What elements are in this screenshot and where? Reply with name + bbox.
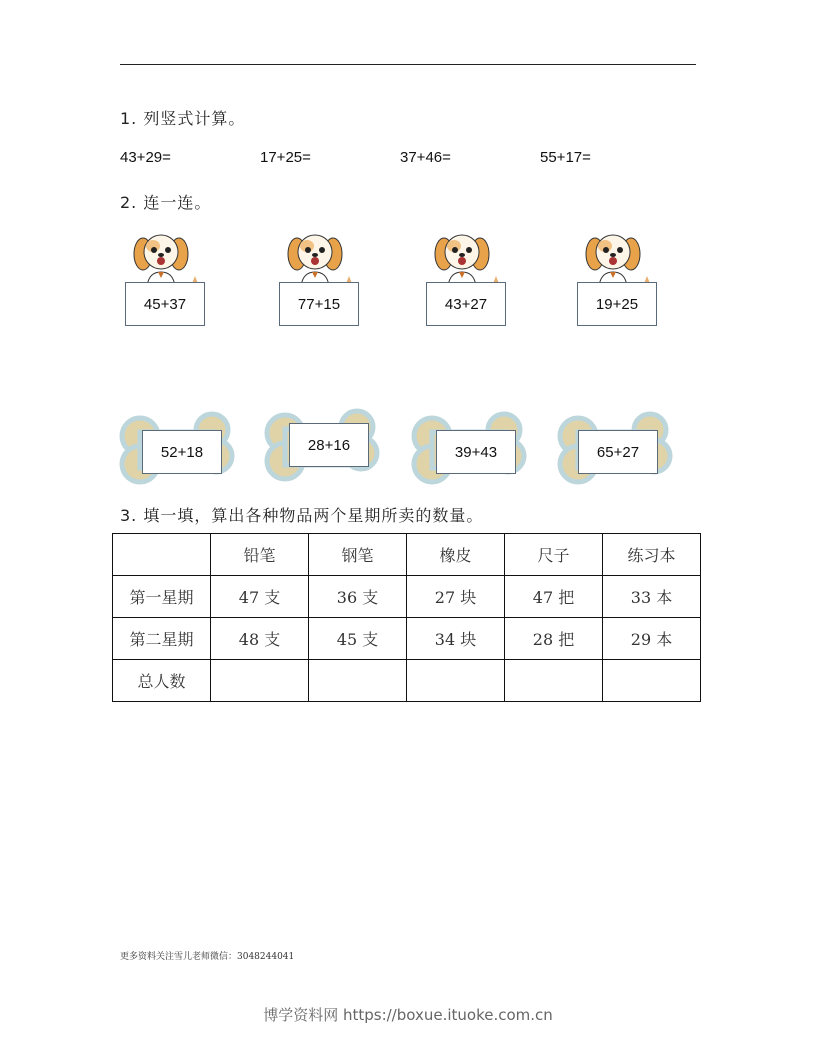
table-cell: 28 把	[505, 618, 603, 660]
table-cell: 48 支	[211, 618, 309, 660]
header-cell: 铅笔	[211, 534, 309, 576]
table-row	[113, 576, 701, 618]
answer-cell[interactable]	[309, 660, 407, 702]
row-label: 总人数	[113, 660, 211, 702]
footer-note: 更多资料关注雪儿老师微信：3048244041	[120, 952, 295, 962]
bone-card-2[interactable]	[263, 407, 383, 485]
dog-icon	[430, 228, 502, 288]
bone-sign: 65+27	[578, 430, 658, 474]
table-cell: 45 支	[309, 618, 407, 660]
answer-cell[interactable]	[407, 660, 505, 702]
dog-icon	[581, 228, 653, 288]
header-cell: 钢笔	[309, 534, 407, 576]
calc-item-4: 55+17=	[540, 149, 591, 166]
header-cell: 橡皮	[407, 534, 505, 576]
dog-sign: 45+37	[125, 282, 205, 326]
bone-sign: 52+18	[142, 430, 222, 474]
question-3-title: 3. 填一填，算出各种物品两个星期所卖的数量。	[120, 506, 484, 525]
question-2-title: 2. 连一连。	[120, 193, 212, 212]
table-cell: 47 支	[211, 576, 309, 618]
watermark: 博学资料网 https://boxue.ituoke.com.cn	[263, 1006, 553, 1024]
dog-card-4[interactable]	[577, 228, 657, 328]
header-cell: 练习本	[603, 534, 701, 576]
calc-item-2: 17+25=	[260, 149, 311, 166]
table-row-total	[113, 660, 701, 702]
table-cell: 33 本	[603, 576, 701, 618]
answer-cell[interactable]	[211, 660, 309, 702]
dog-card-3[interactable]	[426, 228, 506, 328]
sales-table	[112, 533, 701, 702]
question-1-title: 1. 列竖式计算。	[120, 109, 246, 128]
dog-icon	[129, 228, 201, 288]
table-cell: 34 块	[407, 618, 505, 660]
header-cell	[113, 534, 211, 576]
bone-card-3[interactable]	[410, 410, 530, 488]
answer-cell[interactable]	[603, 660, 701, 702]
calc-item-1: 43+29=	[120, 149, 171, 166]
table-header-row	[113, 534, 701, 576]
dog-sign: 43+27	[426, 282, 506, 326]
table-cell: 47 把	[505, 576, 603, 618]
header-rule	[120, 64, 696, 65]
dog-card-1[interactable]	[125, 228, 205, 328]
table-row	[113, 618, 701, 660]
row-label: 第二星期	[113, 618, 211, 660]
dog-sign: 77+15	[279, 282, 359, 326]
row-label: 第一星期	[113, 576, 211, 618]
dog-sign: 19+25	[577, 282, 657, 326]
dog-icon	[283, 228, 355, 288]
bone-sign: 28+16	[289, 423, 369, 467]
calc-item-3: 37+46=	[400, 149, 451, 166]
table-cell: 27 块	[407, 576, 505, 618]
bone-sign: 39+43	[436, 430, 516, 474]
header-cell: 尺子	[505, 534, 603, 576]
table-cell: 29 本	[603, 618, 701, 660]
bone-card-4[interactable]	[556, 410, 676, 488]
bone-card-1[interactable]	[118, 410, 238, 488]
answer-cell[interactable]	[505, 660, 603, 702]
table-cell: 36 支	[309, 576, 407, 618]
dog-card-2[interactable]	[279, 228, 359, 328]
